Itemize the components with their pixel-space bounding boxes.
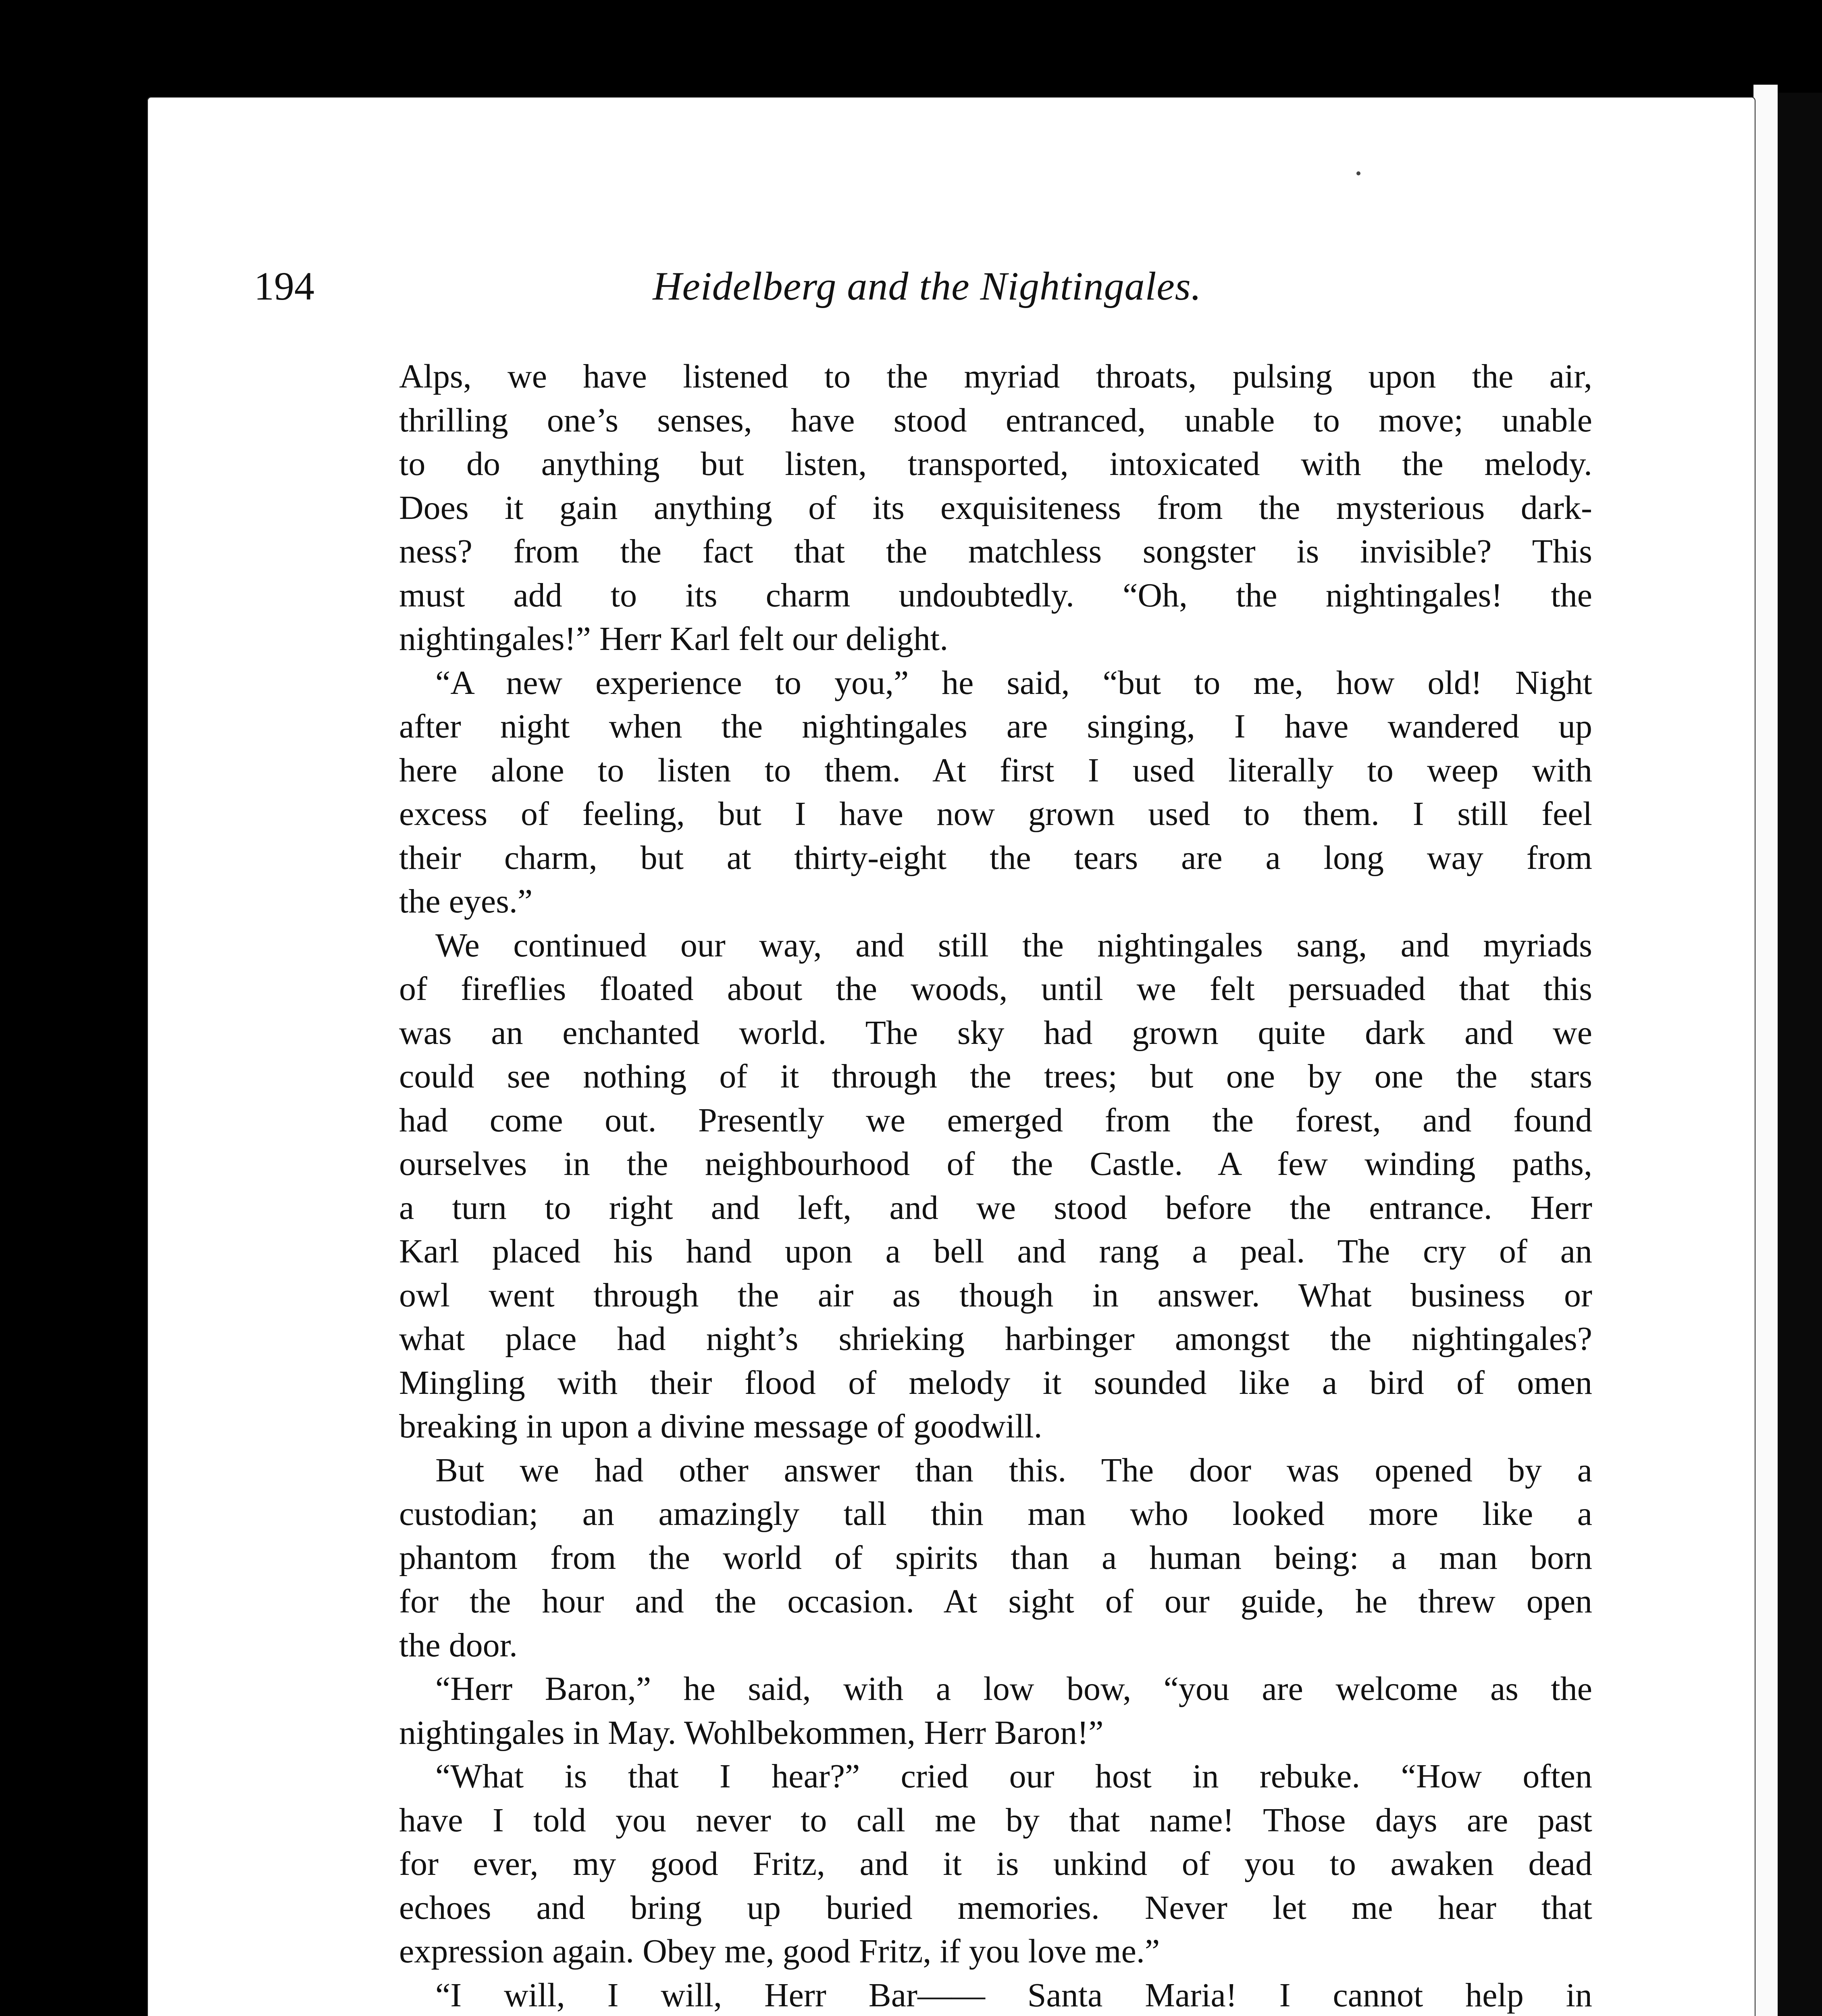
text-line: what place had night’s shrieking harbinger amongst the nightingales? bbox=[399, 1320, 1592, 1358]
text-line: excess of feeling, but I have now grown used to them. I still feel bbox=[399, 795, 1592, 833]
body-text bbox=[399, 355, 1592, 2016]
text-line: “A new experience to you,” he said, “but to me, how old! Night bbox=[435, 664, 1592, 702]
text-line: Does it gain anything of its exquisiteness from the mysterious dark- bbox=[399, 489, 1592, 527]
text-line: for the hour and the occasion. At sight of our guide, he threw open bbox=[399, 1583, 1592, 1620]
text-line: was an enchanted world. The sky had grown quite dark and we bbox=[399, 1014, 1592, 1052]
running-title: Heidelberg and the Nightingales. bbox=[653, 264, 1202, 308]
adjacent-page-edge bbox=[1778, 93, 1822, 2016]
text-line: “What is that I hear?” cried our host in rebuke. “How often bbox=[435, 1758, 1592, 1795]
text-line: for ever, my good Fritz, and it is unkind of you to awaken dead bbox=[399, 1845, 1592, 1883]
text-line: ourselves in the neighbourhood of the Castle. A few winding paths, bbox=[399, 1145, 1592, 1183]
text-line: “I will, I will, Herr Bar—— Santa Maria! I cannot help in bbox=[435, 1976, 1592, 2014]
text-line: ness? from the fact that the matchless songster is invisible? This bbox=[399, 533, 1592, 570]
text-line: Mingling with their flood of melody it sounded like a bird of omen bbox=[399, 1364, 1592, 1402]
text-line: echoes and bring up buried memories. Never let me hear that bbox=[399, 1889, 1592, 1926]
text-line: Alps, we have listened to the myriad throats, pulsing upon the air, bbox=[399, 358, 1592, 395]
text-line: But we had other answer than this. The door was opened by a bbox=[435, 1451, 1592, 1489]
text-line: We continued our way, and still the nightingales sang, and myriads bbox=[435, 926, 1592, 964]
text-line: expression again. Obey me, good Fritz, if you love me.” bbox=[399, 1933, 1160, 1970]
dust-speck bbox=[1356, 171, 1360, 175]
page-number: 194 bbox=[254, 264, 314, 308]
text-line: their charm, but at thirty-eight the tears are a long way from bbox=[399, 839, 1592, 877]
text-line: Karl placed his hand upon a bell and rang a peal. The cry of an bbox=[399, 1233, 1592, 1270]
text-line: thrilling one’s senses, have stood entranced, unable to move; unable bbox=[399, 401, 1592, 439]
text-line: the eyes.” bbox=[399, 883, 533, 920]
text-line: to do anything but listen, transported, intoxicated with the melody. bbox=[399, 445, 1592, 483]
text-line: phantom from the world of spirits than a human being: a man born bbox=[399, 1539, 1592, 1577]
text-line: the door. bbox=[399, 1626, 518, 1664]
page-edge bbox=[1753, 85, 1778, 2016]
text-line: must add to its charm undoubtedly. “Oh, the nightingales! the bbox=[399, 576, 1592, 614]
text-line: of fireflies floated about the woods, until we felt persuaded that this bbox=[399, 970, 1592, 1008]
text-line: owl went through the air as though in answer. What business or bbox=[399, 1276, 1592, 1314]
text-line: could see nothing of it through the trees; but one by one the stars bbox=[399, 1058, 1592, 1095]
text-line: had come out. Presently we emerged from the forest, and found bbox=[399, 1101, 1592, 1139]
text-line: here alone to listen to them. At first I used literally to weep with bbox=[399, 751, 1592, 789]
text-line: after night when the nightingales are singing, I have wandered up bbox=[399, 708, 1592, 745]
text-line: have I told you never to call me by that name! Those days are past bbox=[399, 1801, 1592, 1839]
text-line: “Herr Baron,” he said, with a low bow, “you are welcome as the bbox=[435, 1670, 1592, 1708]
text-line: custodian; an amazingly tall thin man who looked more like a bbox=[399, 1495, 1592, 1533]
text-line: a turn to right and left, and we stood before the entrance. Herr bbox=[399, 1189, 1592, 1227]
text-line: nightingales!” Herr Karl felt our delight. bbox=[399, 620, 948, 658]
text-line: breaking in upon a divine message of goodwill. bbox=[399, 1408, 1042, 1445]
page-header bbox=[254, 258, 1600, 314]
text-line: nightingales in May. Wohlbekommen, Herr Baron!” bbox=[399, 1714, 1104, 1752]
